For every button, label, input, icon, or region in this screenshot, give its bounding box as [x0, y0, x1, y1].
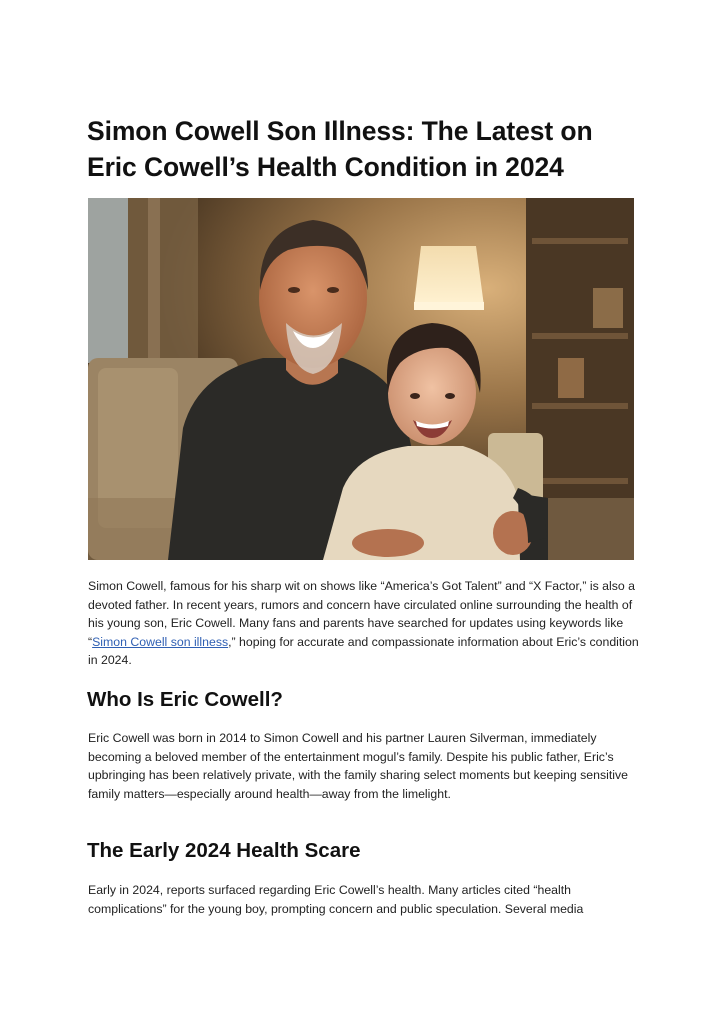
section-body-who-is-eric: Eric Cowell was born in 2014 to Simon Cowell and his partner Lauren Silverman, immediately becoming a beloved member of the entertainment mogul’s family. Despite his public father, Eric’s upbringing has been relatively private, with the family sharing select moments but keeping sensitive family matters—especially around health—away from the limelight.: [88, 731, 628, 801]
intro-text-before-link: Simon Cowell, famous for his sharp wit on shows like “America’s Got Talent” and “X Factor,” is also a devoted father. In recent years, rumors and concern have circulated online surrounding the health of his young son, Eric Cowell. Many fans and parents have searched for updates using keywords like “: [88, 579, 635, 649]
simon-cowell-son-illness-link[interactable]: Simon Cowell son illness: [92, 634, 229, 649]
intro-paragraph: [88, 577, 648, 670]
section-heading-health-scare: The Early 2024 Health Scare: [87, 839, 361, 862]
article-title: Simon Cowell Son Illness: The Latest on Eric Cowell’s Health Condition in 2024: [87, 116, 593, 182]
section-heading-who-is-eric: Who Is Eric Cowell?: [87, 688, 283, 711]
intro-text-after-link: ,” hoping for accurate and compassionate information about Eric’s condition in 2024.: [88, 634, 639, 668]
hero-image: [88, 198, 634, 560]
photo-father-and-son: [88, 198, 634, 560]
section-body-health-scare: Early in 2024, reports surfaced regarding Eric Cowell’s health. Many articles cited “health complications” for the young boy, prompting concern and public speculation. Several media: [88, 883, 584, 916]
